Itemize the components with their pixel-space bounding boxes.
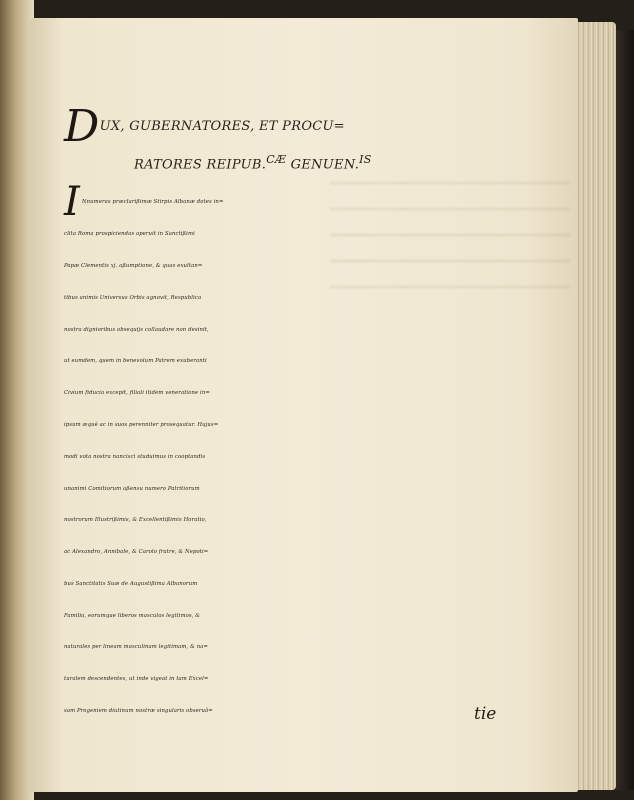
heading-initial: D bbox=[64, 101, 100, 152]
manuscript-text bbox=[64, 101, 584, 728]
body-line: naturales per lineam masculinam legitimam, & na= bbox=[64, 644, 209, 651]
heading-superscript-2: IS bbox=[359, 153, 372, 166]
body-line: tibus animis Universus Orbis agnovit, Respublica bbox=[64, 294, 202, 301]
body-line: nostrorum Illustrißimis, & Excellentißimis Horatio, bbox=[64, 517, 207, 524]
body-line: sam Progeniem diutinum nostræ singularis obseruã= bbox=[64, 708, 213, 715]
body-line: turalem descendentes, ut inde vigeat in tam Excel= bbox=[64, 676, 209, 683]
heading-text-2: RATORES REIPUB. bbox=[134, 157, 267, 173]
body-line: ipsum æquè ac in suos perenniter prosequatur. Hujus= bbox=[64, 421, 219, 428]
body-initial: I bbox=[64, 179, 80, 226]
heading-superscript-1: CÆ bbox=[266, 153, 287, 166]
manuscript-page bbox=[30, 18, 578, 792]
body-line: ac Alexandro, Annibale, & Carolo fratre, & Nepoti= bbox=[64, 549, 209, 556]
facing-page-edge bbox=[0, 0, 34, 800]
heading-text-1: UX, GUBERNATORES, ET PROCU= bbox=[99, 119, 345, 134]
body-line: Papæ Clementis xj. aßumptione, & quas exultan= bbox=[64, 262, 203, 269]
body-line: unanimi Comitiorum aßensu numero Patritiorum bbox=[64, 485, 200, 492]
body-line: Civium fiducia excepit, filiali itidem veneratione in= bbox=[64, 390, 210, 397]
body-line bbox=[64, 179, 584, 226]
body-text bbox=[64, 179, 584, 728]
body-line: clita Roma prospiciendas aperuit in Sanctißimi bbox=[64, 231, 195, 238]
body-line: nostra dignioribus obsequijs collaudare non desinit, bbox=[64, 326, 209, 333]
heading-line-1 bbox=[64, 101, 584, 152]
body-line: ut eumdem, quem in benevolum Patrem exuberanti bbox=[64, 358, 207, 365]
body-line: Familia, eorumque liberos masculos legitimos, & bbox=[64, 612, 201, 619]
heading-line-2 bbox=[64, 143, 584, 181]
heading-text-3: GENUEN. bbox=[286, 157, 360, 173]
body-line-text: Nnumeras præclarißimæ Stirpis Albanæ dotes in= bbox=[81, 199, 224, 206]
body-line: bus Sanctitatis Suæ de Augustißima Albanorum bbox=[64, 580, 198, 587]
catchword: tie bbox=[474, 704, 497, 724]
body-line: modi vota nostra nancisci studuimus in cooptandis bbox=[64, 453, 206, 460]
